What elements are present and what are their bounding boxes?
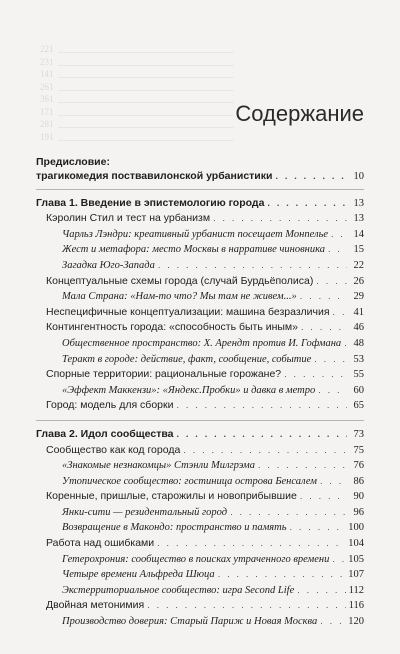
toc-page-number: 60 [353,384,364,396]
leader-dots [318,383,347,399]
leader-dots [316,274,347,290]
toc-entry-title: Город: модель для сборки [46,399,174,412]
toc-page-number: 14 [353,228,364,240]
toc-entry[interactable] [36,352,364,368]
toc-page-number: 104 [348,538,364,550]
toc-entry-title: Янки-сити — резидентальный город [62,506,228,518]
toc-entry[interactable] [36,552,364,568]
show-through-text: 221 _______________________________________ 231 _______________________________________ 141 _______________________________________ 261 _______________________________________ 361 _______________________________________ 171 _______________________________________ 281 _______________________________________ 191 _______________________________________ [40,44,234,142]
toc-entry-title: Работа над ошибками [46,537,155,550]
leader-dots [158,258,347,274]
toc-page-number: 105 [348,553,364,565]
leader-dots [332,552,345,568]
toc-entry-title: Мала Страна: «Нам-то что? Мы там не живем...» [62,291,297,303]
toc-preface-line1: Предисловие: [36,156,110,168]
leader-dots [297,583,345,599]
table-of-contents [36,155,364,630]
toc-entry-title: Двойная метонимия [46,599,145,612]
page-title: Содержание [235,101,364,126]
chapter-title: Глава 2. Идол сообщества [36,427,174,440]
toc-page-number: 22 [353,259,364,271]
toc-page-number: 65 [353,400,364,412]
toc-entry-title: Утопическое сообщество: гостиница острова Бенсалем [62,475,317,487]
toc-entry[interactable] [36,520,364,536]
toc-page-number: 41 [353,306,364,318]
toc-entry-title: Теракт в городе: действие, факт, сообщение, событие [62,353,312,365]
toc-entry-title: Четыре времени Альфреда Шюца [62,569,215,581]
toc-page-number: 55 [353,369,364,381]
toc-entry[interactable] [36,583,364,599]
toc-entry-title: Коренные, пришлые, старожилы и новоприбывшие [46,490,297,503]
toc-entry[interactable] [36,367,364,383]
toc-page-number: 112 [348,584,364,596]
toc-page-number: 96 [353,506,364,518]
toc-entry-title: Неспецифичные концептуализации: машина безразличия [46,305,330,318]
toc-page-number: 53 [353,353,364,365]
toc-page-number: 29 [353,291,364,303]
toc-entry[interactable] [36,443,364,459]
toc-page-number: 116 [348,600,364,612]
toc-entry[interactable] [36,274,364,290]
toc-entry-title: Общественное пространство: Х. Арендт против И. Гофмана [62,337,342,349]
toc-chapter-2[interactable] [36,427,364,443]
toc-entry-title: Экстерриториальное сообщество: игра Second Life [62,584,295,596]
toc-preface-line2: трагикомедия поствавилонской урбанистики [36,170,273,182]
toc-entry-title: Гетерохрония: сообщество в поисках утраченного времени [62,553,330,565]
toc-entry[interactable] [36,289,364,305]
toc-entry-title: Жест и метафора: место Москвы в нарративе чиновника [62,244,326,256]
toc-entry[interactable] [36,258,364,274]
leader-dots [147,598,345,614]
leader-dots [157,536,345,552]
leader-dots [301,320,347,336]
leader-dots [331,227,347,243]
leader-dots [290,520,346,536]
leader-dots [267,196,347,212]
toc-page-number: 10 [353,171,364,182]
toc-page-number: 86 [353,475,364,487]
toc-page-number: 73 [353,428,364,440]
toc-page-number: 15 [353,244,364,256]
toc-page-number: 13 [353,213,364,225]
toc-entry-title: Сообщество как код города [46,443,181,456]
leader-dots [300,289,347,305]
toc-page-number: 13 [353,197,364,209]
toc-entry[interactable] [36,614,364,630]
toc-page-number: 48 [353,337,364,349]
toc-entry-title: Спорные территории: рациональные горожане? [46,368,282,381]
toc-entry-title: Концептуальные схемы города (случай Бурдьёполиса) [46,274,314,287]
leader-dots [213,211,347,227]
toc-entry[interactable] [36,398,364,414]
leader-dots [284,367,347,383]
chapter-2-entries [36,443,364,630]
toc-entry-title: Кэролин Стил и тест на урбанизм [46,212,211,225]
leader-dots [333,305,347,321]
leader-dots [320,474,347,490]
toc-entry-title: Чарльз Лэндри: креативный урбанист посещает Монпелье [62,228,329,240]
toc-entry[interactable] [36,383,364,399]
toc-entry[interactable] [36,536,364,552]
leader-dots [320,614,345,630]
toc-preface[interactable] [36,155,364,185]
toc-entry[interactable] [36,227,364,243]
toc-entry-title: Возвращение в Макондо: пространство и память [62,522,287,534]
leader-dots [218,567,346,583]
leader-dots [183,443,347,459]
toc-page-number: 90 [353,491,364,503]
toc-page-number: 46 [353,322,364,334]
leader-dots [300,489,347,505]
toc-entry-title: «Знакомые незнакомцы» Стэнли Милгрэма [62,460,255,472]
leader-dots [177,427,348,443]
toc-page-number: 120 [348,616,364,628]
leader-dots [258,458,347,474]
toc-entry[interactable] [36,474,364,490]
leader-dots [176,398,347,414]
toc-page-number: 100 [348,522,364,534]
toc-preface-row [36,169,364,185]
toc-entry[interactable] [36,505,364,521]
chapter-1-entries [36,211,364,414]
leader-dots [328,242,347,258]
toc-entry[interactable] [36,211,364,227]
toc-entry[interactable] [36,489,364,505]
toc-entry[interactable] [36,598,364,614]
toc-chapter-1[interactable] [36,196,364,212]
toc-entry-title: Производство доверия: Старый Париж и Новая Москва [62,616,318,628]
leader-dots [275,169,347,185]
toc-entry[interactable] [36,458,364,474]
toc-page-number: 76 [353,460,364,472]
toc-entry[interactable] [36,336,364,352]
toc-entry[interactable] [36,305,364,321]
toc-entry[interactable] [36,242,364,258]
leader-dots [230,505,347,521]
leader-dots [314,352,347,368]
chapter-title: Глава 1. Введение в эпистемологию города [36,196,265,209]
toc-entry-title: Контингентность города: «способность быть иным» [46,321,298,334]
toc-entry-title: Загадка Юго-Запада [62,259,155,271]
toc-entry[interactable] [36,567,364,583]
toc-page-number: 75 [353,444,364,456]
toc-page-number: 26 [353,275,364,287]
toc-entry-title: «Эффект Маккензи»: «Яндекс.Пробки» и давка в метро [62,384,316,396]
toc-entry[interactable] [36,320,364,336]
toc-page-number: 107 [348,569,364,581]
